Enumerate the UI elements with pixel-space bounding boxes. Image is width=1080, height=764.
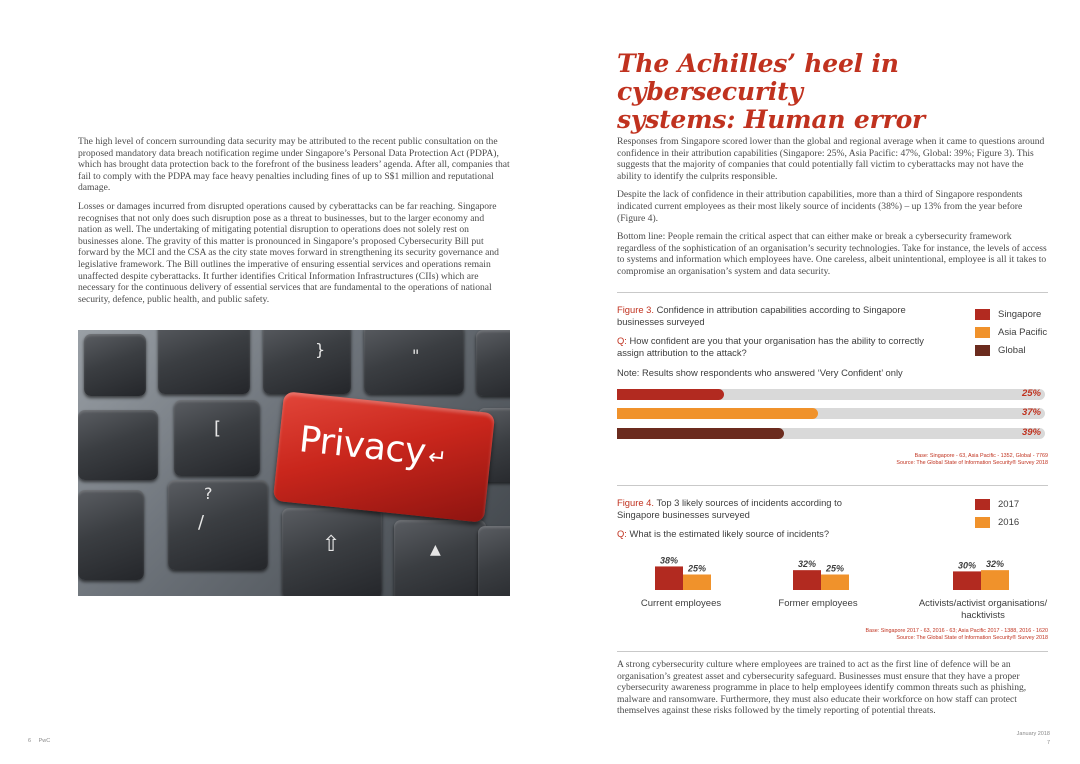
left-page-number: 6 (28, 738, 32, 744)
left-footer (28, 738, 50, 744)
figure3-label: Figure 3. (617, 304, 654, 315)
legend-label-asia-pacific: Asia Pacific (998, 326, 1048, 338)
fig4-bar-2017-0 (655, 566, 683, 590)
fig4-label-2017-2: 30% (957, 560, 977, 571)
keyboard-key: " (364, 330, 464, 394)
right-paragraph-2: Despite the lack of confidence in their attribution capabilities, more than a third of Singapore respondents indicated current employees as their most likely source of incidents (38%) – up 13% from the year before (Figure 4). (617, 189, 1023, 224)
legend-label-global: Global (998, 344, 1026, 356)
figure4-legend (975, 497, 1055, 529)
report-date: January 2018 (1016, 731, 1050, 737)
keyboard-key (78, 490, 144, 580)
bar-track-singapore (617, 389, 1045, 400)
figure3-legend (975, 307, 1055, 357)
figure3-note: Note: Results show respondents who answered ‘Very Confident’ only (617, 367, 903, 378)
fig4-label-2017-0: 38% (659, 555, 679, 566)
legend-label-singapore: Singapore (998, 308, 1042, 320)
right-page-number: 7 (1046, 740, 1050, 746)
fig4-bar-2016-2 (981, 570, 1009, 590)
keyboard-key: } (263, 330, 351, 394)
legend-swatch-singapore (975, 309, 990, 320)
right-footer (960, 730, 1050, 748)
right-page-text (617, 136, 1050, 278)
divider (617, 292, 1048, 293)
figure4-label: Figure 4. (617, 497, 654, 508)
figure4-question (617, 528, 947, 540)
brand-name: PwC (38, 738, 51, 744)
page-title-line-1: The Achilles’ heel in cybersecurity (617, 49, 899, 106)
divider (617, 651, 1048, 652)
legend-2017 (975, 497, 1055, 511)
legend-2016 (975, 515, 1055, 529)
page-title-line-2: systems: Human error (617, 105, 926, 134)
figure4-source (617, 628, 1048, 642)
left-paragraph-2: Losses or damages incurred from disrupted operations caused by cyberattacks can be far reaching. Singapore recognises that not only does such disruption pose as a threat to businesses, but to the larger economy and nation as well. The undertaking of mitigating potential disruption to operations does not solely rest on businesses alone. The gravity of this matter is pronounced in Singapore’s proposed Cybersecurity Bill put forward by the MCI and the CSA as the city state moves forward in strengthening its security governance and legislative framework. The Bill outlines the imperative of ensuring essential services and operations remain unaffected despite cyberattacks. It further identifies Critical Information Infrastructures (CIIs) which are necessary for the continuous delivery of essential services that are fundamental to the operations of national security, defence, public health, and public safety. (78, 200, 499, 305)
figure4-category-former-employees: Former employees (778, 598, 858, 609)
figure4-base: Base: Singapore 2017 - 63, 2016 - 63; Asia Pacific 2017 - 1388, 2016 - 1620 (865, 628, 1048, 634)
legend-singapore (975, 307, 1055, 321)
fig4-label-2016-2: 32% (985, 559, 1005, 570)
keyboard-key (478, 526, 510, 596)
privacy-key (273, 391, 495, 523)
keyboard-key (84, 334, 146, 396)
figure3-title (617, 304, 937, 327)
figure3-source-text: Source: The Global State of Information Security® Survey 2018 (896, 460, 1048, 466)
fig4-bar-2017-1 (793, 570, 821, 590)
legend-asia-pacific (975, 325, 1055, 339)
divider (617, 485, 1048, 486)
figure3-title-text: Confidence in attribution capabilities according to Singapore businesses surveyed (617, 304, 906, 327)
keyboard-key: ⇧ (282, 508, 382, 596)
figure4-question-text: What is the estimated likely source of incidents? (629, 528, 830, 539)
keyboard-key (476, 330, 510, 396)
left-paragraph-1: The high level of concern surrounding data security may be attributed to the recent public consultation on the proposed mandatory data breach notification regime under Singapore’s Personal Data Protection Act (PDPA), which has brought data protection back to the forefront of the business leaders’ agenda. After all, companies that fail to comply with the PDPA may face heavy penalties including fines of up to S$1 million and reputational damage. (78, 136, 510, 194)
bar-track-asia-pacific (617, 408, 1045, 419)
keyboard-key (158, 330, 250, 394)
fig4-label-2016-1: 25% (825, 563, 845, 574)
keyboard-key: ▲ (394, 520, 486, 596)
figure4-category-current-employees: Current employees (640, 598, 722, 609)
bar-singapore (617, 389, 724, 400)
bar-label-singapore: 25% (1021, 388, 1041, 399)
figure3-question (617, 335, 947, 358)
figure3-source (617, 453, 1048, 467)
return-arrow-icon: ↵ (426, 444, 448, 472)
figure4-q-label: Q: (617, 528, 627, 539)
keyboard-key (78, 410, 158, 480)
fig4-bar-2016-0 (683, 575, 711, 591)
keyboard-key: ? / (168, 480, 268, 570)
figure3-base: Base: Singapore - 63, Asia Pacific - 1352, Global - 7769 (914, 453, 1048, 459)
legend-swatch-asia-pacific (975, 327, 990, 338)
legend-global (975, 343, 1055, 357)
legend-label-2017: 2017 (998, 498, 1020, 510)
bar-global (617, 428, 784, 439)
fig4-label-2016-0: 25% (687, 563, 707, 574)
bar-asia-pacific (617, 408, 818, 419)
bottom-paragraph: A strong cybersecurity culture where employees are trained to act as the first line of defence will be an organisation’s greatest asset and cybersecurity safeguard. Businesses must ensure that they have a proper cybersecurity awareness programme in place to help employees identify common threats such as phishing, malware and ransomware. Furthermore, they must also educate their workforce on how staff can protect themselves against these risks followed by the timely reporting of potential threats. (617, 659, 1027, 717)
figure4-title-text: Top 3 likely sources of incidents according to Singapore businesses surveyed (617, 497, 842, 520)
legend-swatch-2017 (975, 499, 990, 510)
bar-label-asia-pacific: 37% (1021, 407, 1041, 418)
keyboard-key: [ (174, 400, 260, 476)
legend-label-2016: 2016 (998, 516, 1020, 528)
fig4-bar-2016-1 (821, 575, 849, 591)
figure4-category-activists: Activists/activist organisations/ hacktivists (918, 598, 1048, 621)
left-page-text (78, 136, 510, 305)
page-title (617, 50, 1057, 134)
figure3-chart (617, 389, 1045, 445)
keyboard-photo (78, 330, 510, 596)
bar-track-global (617, 428, 1045, 439)
legend-swatch-global (975, 345, 990, 356)
privacy-key-label: Privacy (297, 419, 428, 474)
figure4-chart (617, 546, 1048, 594)
right-paragraph-3: Bottom line: People remain the critical aspect that can either make or break a cybersecurity framework regardless of the sophistication of an organisation’s security technologies. Take for instance, the levels of access to systems and information which employees have. One careless, albeit unintentional, employee is all it takes to compromise an organisation’s system and data security. (617, 231, 1047, 277)
legend-swatch-2016 (975, 517, 990, 528)
fig4-bar-2017-2 (953, 571, 981, 590)
fig4-label-2017-1: 32% (797, 559, 817, 570)
right-paragraph-1: Responses from Singapore scored lower than the global and regional average when it came to questions around confidence in their attribution capabilities (Singapore: 25%, Asia Pacific: 47%, Global: 39%; Figure 3). This suggests that the majority of companies that could potentially fall victim to cyberattacks may not have the ability to identify the culprits responsible. (617, 136, 1045, 182)
figure4-title (617, 497, 877, 520)
figure3-q-label: Q: (617, 335, 627, 346)
figure4-source-text: Source: The Global State of Information Security® Survey 2018 (896, 635, 1048, 641)
bar-label-global: 39% (1021, 427, 1041, 438)
figure3-question-text: How confident are you that your organisation has the ability to correctly assign attribution to the attack? (617, 335, 924, 358)
